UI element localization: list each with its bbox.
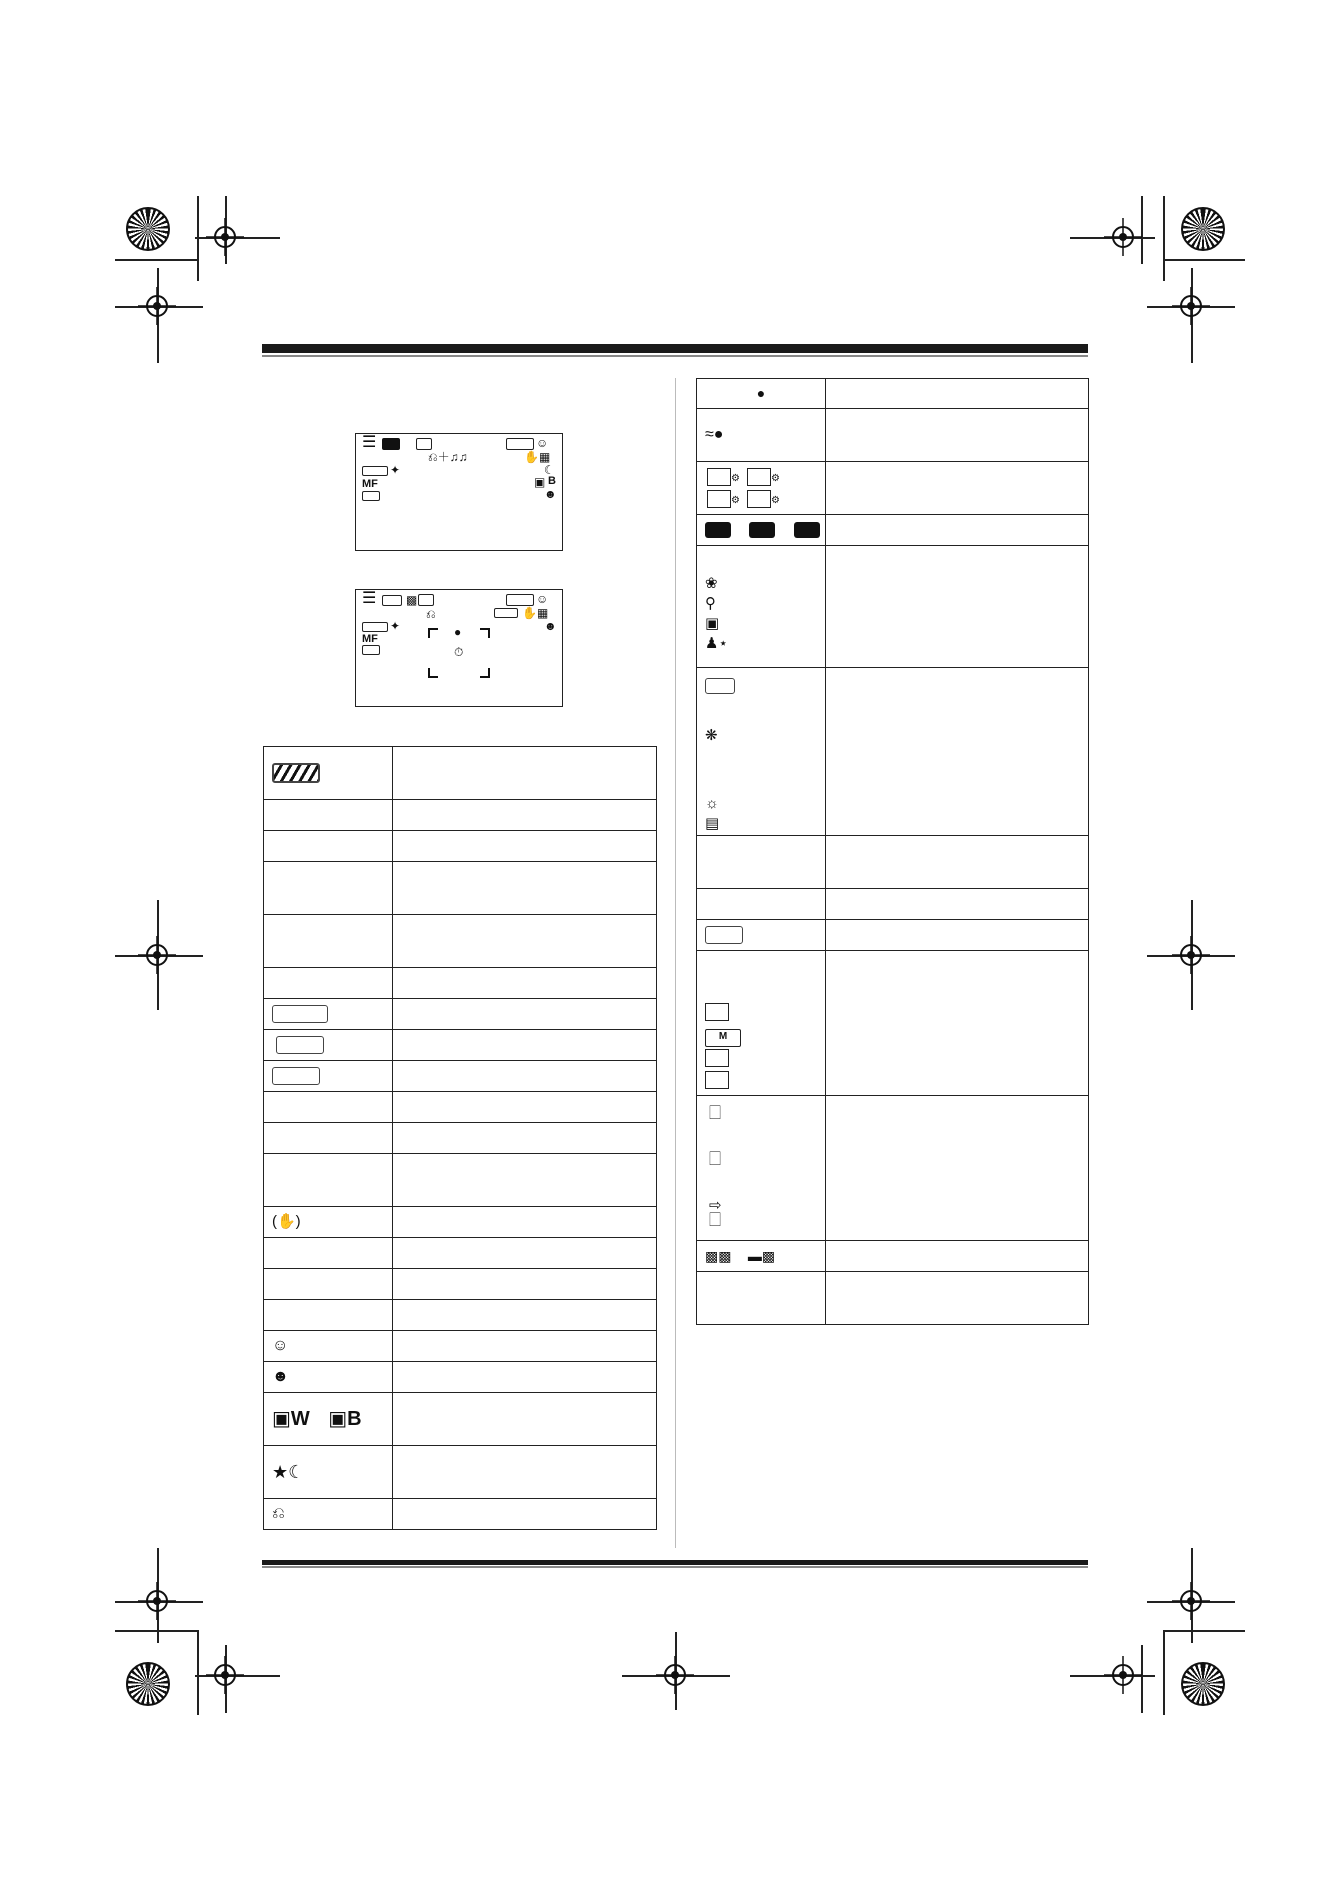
table-row bbox=[264, 1269, 657, 1300]
mf-label: MF bbox=[362, 478, 378, 490]
smile-icon: ☻ bbox=[544, 487, 557, 501]
table-row bbox=[264, 1238, 657, 1269]
media-stack-icon: ☰ bbox=[362, 434, 377, 451]
rounded-box-icon bbox=[362, 645, 380, 655]
black-box-icon bbox=[705, 522, 731, 538]
wind-cut-icon: ≈● bbox=[705, 425, 724, 443]
table-row bbox=[264, 1154, 657, 1207]
smile-icon: ☻ bbox=[544, 619, 557, 633]
fader-box-icon: ⚙ bbox=[747, 490, 780, 508]
quality-normal-icon: ▬▩ bbox=[747, 1247, 776, 1264]
indoor-wb-icon: ❋ bbox=[705, 727, 718, 744]
focus-bracket bbox=[480, 628, 490, 638]
card-icon: 🗌 bbox=[709, 1105, 722, 1122]
table-row bbox=[697, 409, 1089, 462]
black-box-icon bbox=[749, 522, 775, 538]
battery-icon bbox=[506, 594, 534, 606]
spotlight-icon: ♟⋆ bbox=[705, 635, 728, 652]
left-indicator-table bbox=[263, 746, 657, 1530]
portrait-icon: ⚲ bbox=[705, 595, 716, 612]
right-indicator-table bbox=[696, 378, 1089, 1325]
table-row bbox=[264, 1092, 657, 1123]
table-row bbox=[264, 862, 657, 915]
backlight-icon: ✦ bbox=[390, 619, 401, 633]
header-bar-shadow bbox=[262, 355, 1088, 357]
white-backlight-icon: ▣ bbox=[272, 1408, 291, 1430]
white-balance-icon: ▣ bbox=[534, 475, 546, 489]
table-row bbox=[264, 1331, 657, 1362]
auto-wb-icon bbox=[705, 678, 735, 694]
table-row bbox=[697, 668, 1089, 836]
low-light-icon: ▣ bbox=[705, 615, 720, 632]
record-dot-icon: ● bbox=[454, 625, 462, 639]
rounded-box-icon bbox=[362, 466, 388, 476]
focus-bracket bbox=[428, 668, 438, 678]
rounded-box-icon bbox=[272, 1067, 320, 1085]
shake-icon: ✋▦ bbox=[522, 606, 549, 620]
mode-box-icon bbox=[705, 1003, 729, 1021]
quality-icon: ▩ bbox=[406, 593, 418, 607]
mode-black-icon bbox=[382, 438, 400, 450]
black-backlight-icon: ▣ bbox=[328, 1408, 348, 1430]
registration-target-icon bbox=[656, 1656, 694, 1694]
backlight-icon: ✦ bbox=[390, 463, 401, 477]
table-row bbox=[264, 1123, 657, 1154]
image-stabilizer-icon: (✋) bbox=[272, 1212, 301, 1230]
registration-target-icon bbox=[138, 1582, 176, 1620]
manual-wb-icon: ▤ bbox=[705, 815, 720, 832]
rounded-box-icon bbox=[276, 1036, 324, 1054]
card-icon: 🗌 bbox=[709, 1151, 722, 1168]
wb-label: B bbox=[548, 475, 556, 487]
registration-sun-icon bbox=[126, 1662, 170, 1706]
table-row bbox=[697, 462, 1089, 515]
header-bar bbox=[262, 344, 1088, 353]
table-row bbox=[264, 747, 657, 800]
wb-white-label: W bbox=[290, 1407, 310, 1430]
face-icon: ☺ bbox=[536, 436, 549, 450]
table-row bbox=[264, 831, 657, 862]
registration-sun-icon bbox=[126, 207, 170, 251]
video-light-icon: ⎌ bbox=[272, 1504, 285, 1522]
table-row bbox=[264, 1300, 657, 1331]
screen-preview-1 bbox=[355, 433, 563, 551]
registration-target-icon bbox=[1172, 936, 1210, 974]
black-box-icon bbox=[794, 522, 820, 538]
shake-icon: ✋▦ bbox=[524, 450, 551, 464]
media-stack-icon: ☰ bbox=[362, 590, 377, 607]
sports-icon: ❀ bbox=[705, 575, 718, 592]
card-copy-icon: ⇨🗌 bbox=[709, 1197, 722, 1229]
table-row bbox=[264, 915, 657, 968]
mode-m-icon bbox=[382, 595, 402, 606]
table-row bbox=[697, 836, 1089, 889]
focus-bracket bbox=[480, 668, 490, 678]
self-timer-icon: ⏱ bbox=[454, 645, 464, 659]
registration-target-icon bbox=[1104, 1656, 1142, 1694]
outdoor-wb-icon: ☼ bbox=[705, 795, 719, 812]
fader-box-icon bbox=[418, 594, 434, 606]
mode-m-icon: M bbox=[705, 1027, 741, 1047]
mf-label: MF bbox=[362, 633, 378, 645]
focus-bracket bbox=[428, 628, 438, 638]
fader-box-icon: ⚙ bbox=[747, 468, 780, 486]
table-row bbox=[697, 951, 1089, 1096]
footer-bar-shadow bbox=[262, 1566, 1088, 1568]
table-row bbox=[264, 999, 657, 1030]
fader-box-icon: ⚙ bbox=[707, 468, 740, 486]
table-row bbox=[697, 1272, 1089, 1325]
table-row bbox=[264, 1446, 657, 1499]
wb-black-label: B bbox=[347, 1407, 362, 1430]
column-divider bbox=[675, 378, 676, 1548]
mode-box-icon bbox=[705, 1049, 729, 1067]
quality-fine-icon: ▩▩ bbox=[705, 1247, 732, 1264]
night-mode-icon: ★☾ bbox=[272, 1461, 305, 1482]
rounded-box-icon bbox=[705, 926, 743, 944]
registration-target-icon bbox=[206, 218, 244, 256]
battery-icon bbox=[272, 763, 320, 783]
fader-box-icon bbox=[416, 438, 432, 450]
table-row bbox=[697, 1096, 1089, 1241]
rounded-box-icon bbox=[272, 1005, 328, 1023]
table-row bbox=[697, 379, 1089, 409]
registration-sun-icon bbox=[1181, 1662, 1225, 1706]
smile-shot-icon: ☻ bbox=[272, 1367, 289, 1385]
rounded-box-icon bbox=[362, 622, 388, 632]
registration-target-icon bbox=[206, 1656, 244, 1694]
light-icon: ⎌ bbox=[426, 607, 436, 621]
face-detection-icon: ☺ bbox=[272, 1336, 289, 1354]
table-row bbox=[264, 1207, 657, 1238]
table-row bbox=[264, 1030, 657, 1061]
table-row bbox=[264, 1061, 657, 1092]
rounded-box-icon bbox=[362, 491, 380, 501]
table-row bbox=[264, 1362, 657, 1393]
table-row bbox=[697, 889, 1089, 920]
table-row bbox=[264, 968, 657, 999]
registration-sun-icon bbox=[1181, 207, 1225, 251]
light-icon: ⎌＋♫♫ bbox=[428, 450, 468, 464]
table-row bbox=[697, 920, 1089, 951]
registration-target-icon bbox=[1172, 287, 1210, 325]
night-icon: ☾ bbox=[544, 463, 555, 477]
table-row bbox=[264, 1499, 657, 1530]
face-icon: ☺ bbox=[536, 592, 549, 606]
battery-icon bbox=[506, 438, 534, 450]
table-row bbox=[697, 515, 1089, 546]
mic-icon: ● bbox=[756, 384, 766, 401]
table-row bbox=[264, 1393, 657, 1446]
mode-box-icon bbox=[705, 1071, 729, 1089]
registration-target-icon bbox=[138, 936, 176, 974]
table-row bbox=[264, 800, 657, 831]
footer-bar bbox=[262, 1560, 1088, 1565]
table-row bbox=[697, 546, 1089, 668]
registration-target-icon bbox=[1104, 218, 1142, 256]
registration-target-icon bbox=[138, 287, 176, 325]
table-row bbox=[697, 1241, 1089, 1272]
screen-preview-2 bbox=[355, 589, 563, 707]
fader-box-icon: ⚙ bbox=[707, 490, 740, 508]
registration-target-icon bbox=[1172, 1582, 1210, 1620]
rounded-box-icon bbox=[494, 608, 518, 618]
